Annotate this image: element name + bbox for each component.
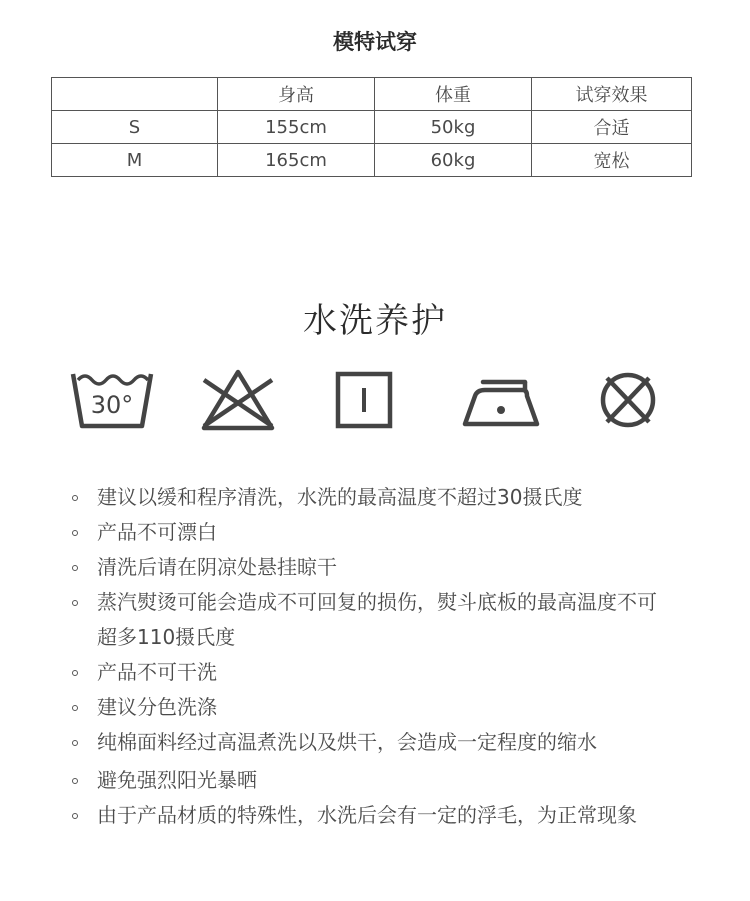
care-section-title: 水洗养护 — [303, 301, 447, 341]
list-item: 建议以缓和程序清洗，水洗的最高温度不超过30摄氏度 — [97, 480, 707, 515]
wash-30-icon — [70, 368, 154, 432]
list-item: 蒸汽熨烫可能会造成不可回复的损伤，熨斗底板的最高温度不可超多110摄氏度 — [97, 585, 657, 655]
bullet-icon — [72, 670, 78, 676]
wash-temperature-label: 30° — [90, 391, 134, 419]
list-item: 产品不可干洗 — [97, 655, 707, 690]
bullet-icon — [72, 530, 78, 536]
bullet-icon — [72, 778, 78, 784]
table-row — [52, 144, 692, 177]
bullet-icon — [72, 705, 78, 711]
iron-low-icon — [461, 368, 541, 432]
cell-height: 155cm — [218, 111, 375, 144]
list-item: 避免强烈阳光暴晒 — [97, 763, 707, 798]
cell-effect: 宽松 — [532, 144, 692, 177]
fit-table-header-row — [52, 78, 692, 111]
no-bleach-icon — [200, 368, 276, 432]
line-dry-icon — [335, 368, 393, 432]
cell-weight: 60kg — [375, 144, 532, 177]
no-dry-clean-icon — [597, 368, 659, 432]
fit-section-title: 模特试穿 — [333, 30, 417, 54]
list-item: 清洗后请在阴凉处悬挂晾干 — [97, 550, 707, 585]
cell-height: 165cm — [218, 144, 375, 177]
bullet-icon — [72, 813, 78, 819]
list-item: 建议分色洗涤 — [97, 690, 707, 725]
list-item: 由于产品材质的特殊性，水洗后会有一定的浮毛，为正常现象 — [97, 798, 717, 833]
table-row — [52, 111, 692, 144]
bullet-icon — [72, 565, 78, 571]
header-cell-weight: 体重 — [375, 78, 532, 111]
bullet-icon — [72, 600, 78, 606]
cell-effect: 合适 — [532, 111, 692, 144]
header-cell-effect: 试穿效果 — [532, 78, 692, 111]
header-cell-height: 身高 — [218, 78, 375, 111]
bullet-icon — [72, 495, 78, 501]
header-cell-size — [52, 78, 218, 111]
care-icons — [0, 368, 750, 432]
cell-size: S — [52, 111, 218, 144]
fit-table — [51, 77, 692, 177]
cell-weight: 50kg — [375, 111, 532, 144]
cell-size: M — [52, 144, 218, 177]
list-item: 产品不可漂白 — [97, 515, 707, 550]
bullet-icon — [72, 740, 78, 746]
list-item: 纯棉面料经过高温煮洗以及烘干，会造成一定程度的缩水 — [97, 725, 707, 760]
